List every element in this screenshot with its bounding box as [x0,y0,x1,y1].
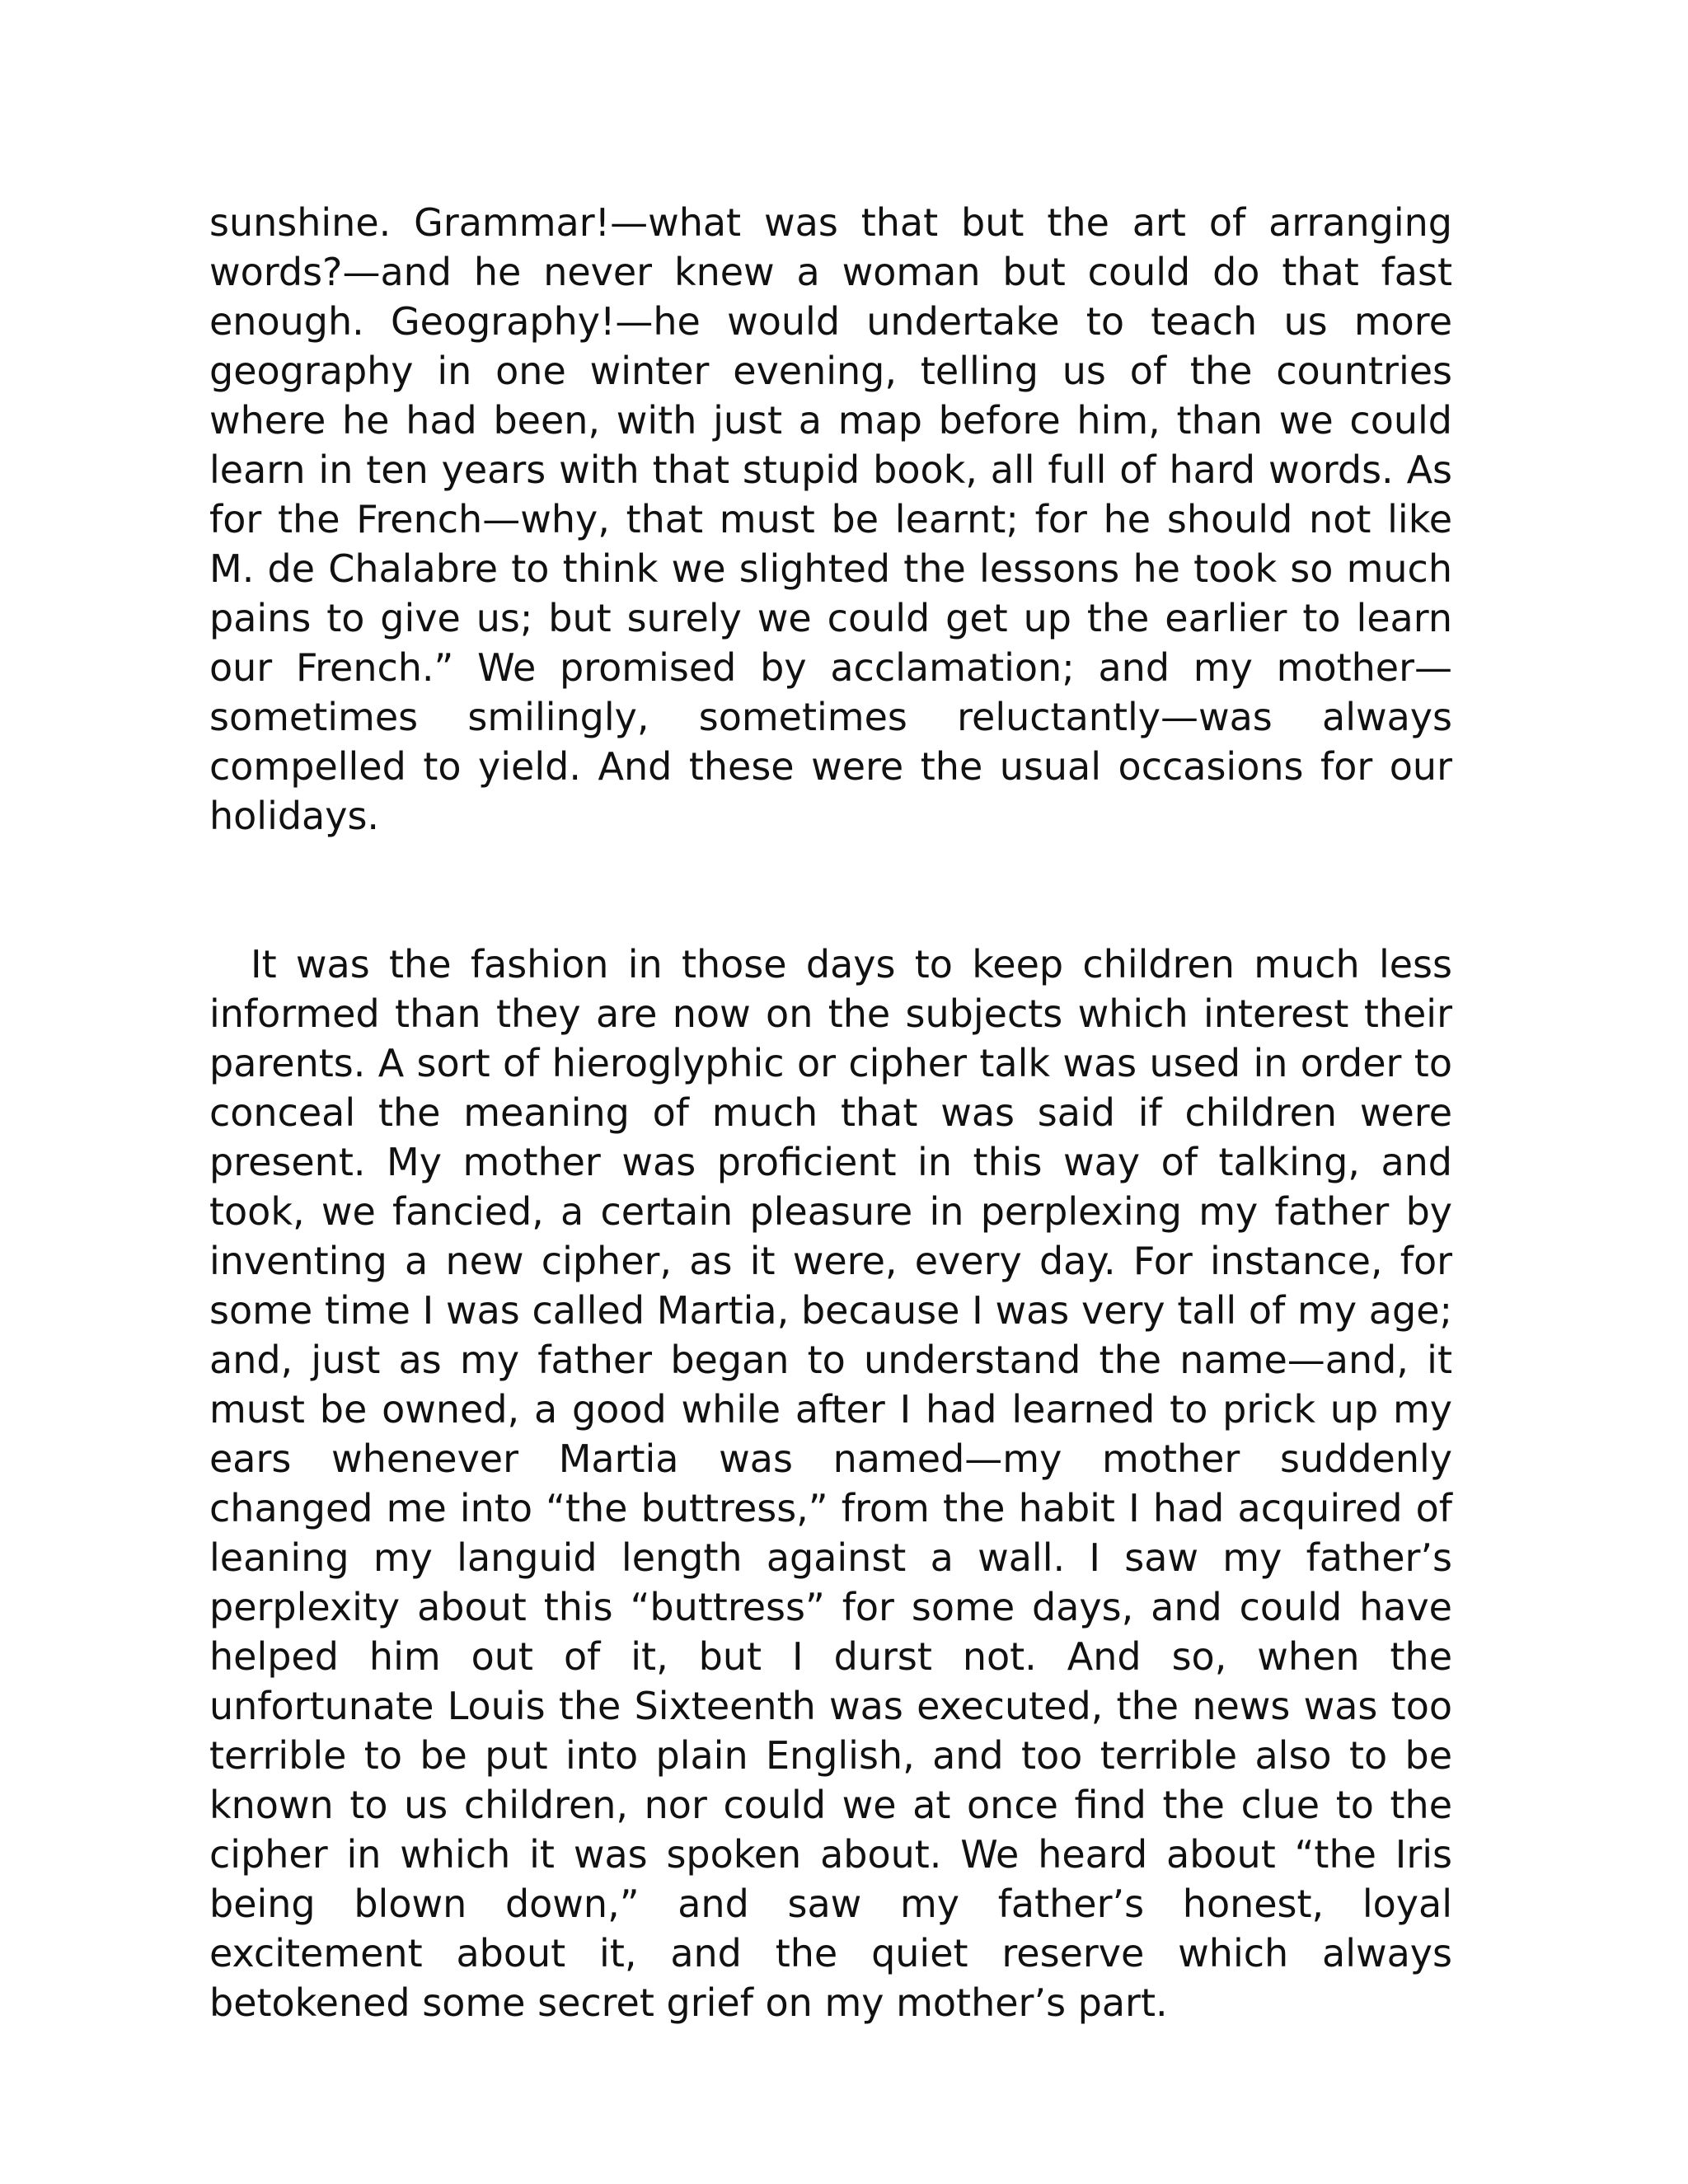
paragraph-1: sunshine. Grammar!—what was that but the art of arranging words?—and he never knew a woman but could do that fast enough. Geography!—he would undertake to teach us more geography in one winter evening, telling us of the countries where he had been, with just a map before him, than we could learn in ten years with that stupid book, all full of hard words. As for the French—why, that must be learnt; for he should not like M. de Chalabre to think we slighted the lessons he took so much pains to give us; but surely we could get up the earlier to learn our French.” We promised by acclamation; and my mother—sometimes smilingly, sometimes reluctantly—was always compelled to yield. And these were the usual occasions for our holidays. [209,200,1452,838]
document-page [209,198,1452,2027]
paragraph-2: It was the fashion in those days to keep children much less informed than they are now on the subjects which interest their parents. A sort of hieroglyphic or cipher talk was used in order to conceal the meaning of much that was said if children were present. My mother was proficient in this way of talking, and took, we fancied, a certain pleasure in perplexing my father by inventing a new cipher, as it were, every day. For instance, for some time I was called Martia, because I was very tall of my age; and, just as my father began to understand the name—and, it must be owned, a good while after I had learned to prick up my ears whenever Martia was named—my mother suddenly changed me into “the buttress,” from the habit I had acquired of leaning my languid length against a wall. I saw my father’s perplexity about this “buttress” for some days, and could have helped him out of it, but I durst not. And so, when the unfortunate Louis the Sixteenth was executed, the news was too terrible to be put into plain English, and too terrible also to be known to us children, nor could we at once find the clue to the cipher in which it was spoken about. We heard about “the Iris being blown down,” and saw my father’s honest, loyal excitement about it, and the quiet reserve which always betokened some secret grief on my mother’s part. [209,942,1452,2025]
